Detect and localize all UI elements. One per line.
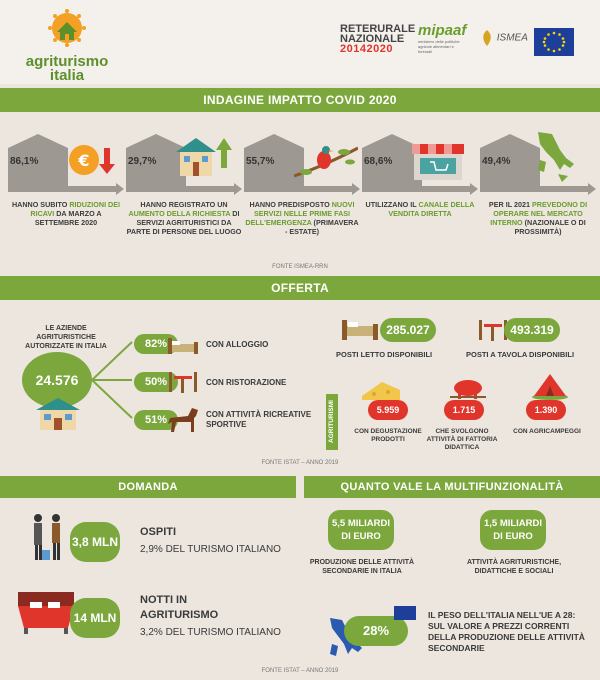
covid-pct: 49,4% bbox=[482, 156, 511, 167]
footer-source: FONTE ISTAT – ANNO 2019 bbox=[261, 668, 339, 674]
bed-icon bbox=[166, 334, 200, 358]
agriturismo-logo[interactable] bbox=[22, 8, 112, 84]
eu-flag-icon bbox=[534, 28, 574, 56]
posti-letto-label: POSTI LETTO DISPONIBILI bbox=[336, 350, 433, 359]
progress-bar bbox=[244, 186, 354, 192]
bird-branch-icon bbox=[294, 136, 358, 182]
domanda-section-title: DOMANDA bbox=[0, 476, 296, 498]
fattoria-label: CHE SVOLGONO ATTIVITÀ DI FATTORIA DIDATTICA bbox=[426, 428, 498, 451]
pig-icon bbox=[448, 376, 488, 400]
rete-rurale-logo[interactable] bbox=[340, 24, 415, 54]
notti-value: 14 MLN bbox=[70, 598, 120, 638]
logo-text-line2: italia bbox=[49, 67, 85, 84]
covid-block-vendita bbox=[362, 118, 478, 258]
ospiti-share: 2,9% DEL TURISMO ITALIANO bbox=[140, 544, 281, 555]
sun-house-icon bbox=[45, 8, 89, 48]
degustazione-label: CON DEGUSTAZIONE PRODOTTI bbox=[354, 428, 422, 443]
agriturismi-tab: AGRITURISMI bbox=[326, 394, 338, 450]
mipaaf-subtitle: ministero delle politiche agricole alimentari e forestali bbox=[418, 39, 460, 54]
ricreative-label: CON ATTIVITÀ RICREATIVE SPORTIVE bbox=[206, 410, 312, 429]
covid-block-servizi bbox=[244, 118, 360, 258]
covid-text: UTILIZZANO IL CANALE DELLA VENDITA DIRETTA bbox=[365, 200, 475, 218]
agricampeggi-value: 1.390 bbox=[526, 400, 566, 420]
ristorazione-pct: 50% bbox=[134, 372, 178, 392]
aziende-total: 24.576 bbox=[22, 352, 92, 408]
offerta-intro: LE AZIENDE AGRITURISTICHE AUTORIZZATE IN ITALIA bbox=[25, 325, 107, 350]
rrn-line3: 20142020 bbox=[340, 43, 393, 55]
italy-map-icon bbox=[532, 130, 578, 184]
posti-tavola-label: POSTI A TAVOLA DISPONIBILI bbox=[466, 350, 575, 359]
offerta-source: FONTE ISTAT – ANNO 2019 bbox=[261, 460, 339, 466]
attivita-label: ATTIVITÀ AGRITURISTICHE, DIDATTICHE E SOCIALI bbox=[466, 559, 562, 575]
posti-tavola-value: 493.319 bbox=[504, 318, 560, 342]
table-chairs-icon bbox=[168, 368, 198, 394]
notti-label-1: NOTTI IN bbox=[140, 594, 188, 606]
covid-text: HANNO PREDISPOSTO NUOVI SERVIZI NELLE PRIME FASI DELL'EMERGENZA (PRIMAVERA - ESTATE) bbox=[245, 200, 359, 236]
ismea-logo[interactable] bbox=[480, 30, 528, 46]
alloggio-pct: 82% bbox=[134, 334, 178, 354]
progress-bar bbox=[480, 186, 590, 192]
offerta-section-title: OFFERTA bbox=[0, 276, 600, 300]
covid-pct: 55,7% bbox=[246, 156, 275, 167]
progress-bar bbox=[362, 186, 472, 192]
covid-block-ricavi bbox=[8, 118, 124, 258]
fattoria-value: 1.715 bbox=[444, 400, 484, 420]
rrn-line2: NAZIONALE bbox=[340, 33, 405, 45]
ospiti-label: OSPITI bbox=[140, 526, 177, 538]
bed-red-icon bbox=[16, 588, 76, 636]
covid-text: HANNO REGISTRATO UN AUMENTO DELLA RICHIESTA DI SERVIZI AGRITURISTICI DA PARTE DI PERSONE DEL LUOGO bbox=[126, 200, 242, 236]
mipaaf-title: mipaaf bbox=[418, 22, 467, 39]
attivita-value: 1,5 MILIARDI DI EURO bbox=[480, 510, 546, 550]
euro-down-icon bbox=[66, 140, 116, 180]
ospiti-value: 3,8 MLN bbox=[70, 522, 120, 562]
ismea-text: ISMEA bbox=[496, 32, 528, 44]
covid-pct: 29,7% bbox=[128, 156, 157, 167]
covid-text: HANNO SUBITO RIDUZIONI DEI RICAVI DA MARZO A SETTEMBRE 2020 bbox=[11, 200, 121, 227]
multi-section-title: QUANTO VALE LA MULTIFUNZIONALITÀ bbox=[304, 476, 600, 498]
tent-icon bbox=[530, 370, 570, 400]
produzione-value: 5,5 MILIARDI DI EURO bbox=[328, 510, 394, 550]
notti-share: 3,2% DEL TURISMO ITALIANO bbox=[140, 627, 281, 638]
peso-value: 28% bbox=[344, 616, 408, 646]
peso-text: IL PESO DELL'ITALIA NELL'UE A 28: SUL VALORE A PREZZI CORRENTI DELLA PRODUZIONE DELLE ATTIVITÀ SECONDARIE bbox=[428, 610, 585, 653]
covid-block-mercato bbox=[480, 118, 596, 258]
bed-icon bbox=[340, 316, 380, 342]
posti-letto-value: 285.027 bbox=[380, 318, 436, 342]
degustazione-value: 5.959 bbox=[368, 400, 408, 420]
connector-lines bbox=[92, 330, 136, 430]
farmhouse-icon bbox=[36, 396, 80, 432]
ismea-leaf-icon bbox=[480, 30, 494, 46]
notti-label-2: AGRITURISMO bbox=[140, 609, 219, 621]
ristorazione-label: CON RISTORAZIONE bbox=[206, 378, 287, 387]
logo-text-line1: agriturismo bbox=[25, 53, 109, 70]
mipaaf-logo[interactable] bbox=[418, 22, 467, 54]
covid-source: FONTE ISMEA-RRN bbox=[272, 264, 328, 270]
travelers-icon bbox=[28, 512, 68, 564]
eu-flag-icon bbox=[394, 606, 416, 620]
rrn-line1: RETERURALE bbox=[340, 23, 416, 35]
house-up-arrow-icon bbox=[174, 134, 236, 182]
svg-text:€: € bbox=[78, 151, 90, 170]
covid-block-richiesta bbox=[126, 118, 242, 258]
covid-section-title: INDAGINE IMPATTO COVID 2020 bbox=[0, 88, 600, 112]
cheese-icon bbox=[360, 376, 402, 402]
progress-bar bbox=[126, 186, 236, 192]
covid-pct: 68,6% bbox=[364, 156, 393, 167]
alloggio-label: CON ALLOGGIO bbox=[206, 340, 269, 349]
ricreative-pct: 51% bbox=[134, 410, 178, 430]
horse-icon bbox=[166, 404, 200, 434]
progress-bar bbox=[8, 186, 118, 192]
logo-text bbox=[22, 55, 112, 83]
covid-text: PER IL 2021 PREVEDONO DI OPERARE NEL MERCATO INTERNO (NAZIONALE O DI PROSSIMITÀ) bbox=[488, 200, 588, 236]
covid-pct: 86,1% bbox=[10, 156, 39, 167]
agricampeggi-label: CON AGRICAMPEGGI bbox=[513, 428, 581, 435]
produzione-label: PRODUZIONE DELLE ATTIVITÀ SECONDARIE IN ITALIA bbox=[309, 559, 415, 575]
shop-icon bbox=[410, 140, 466, 182]
